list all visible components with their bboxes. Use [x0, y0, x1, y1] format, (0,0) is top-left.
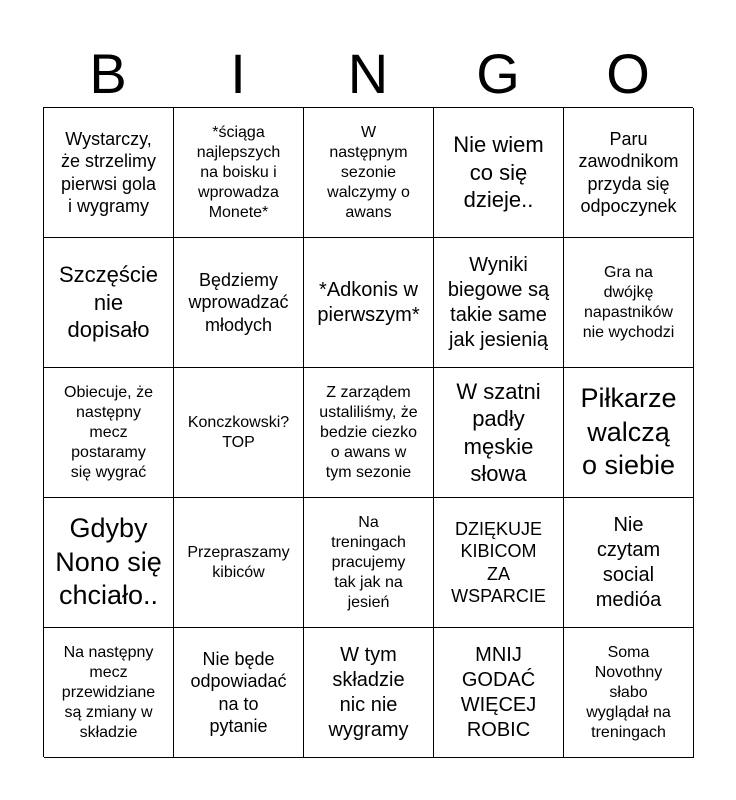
bingo-cell-text: MNIJ GODAĆ WIĘCEJ ROBIC	[460, 643, 537, 741]
bingo-cell-text: W tym składzie nic nie wygramy	[328, 643, 409, 741]
bingo-cell-text: Z zarządem ustaliliśmy, że bedzie ciezko o awans w tym sezonie	[319, 383, 418, 481]
bingo-cell-r5-c3[interactable]	[304, 628, 434, 758]
bingo-grid	[43, 107, 693, 757]
bingo-cell-text: *ściąga najlepszych na boisku i wprowadza Monete*	[196, 123, 281, 221]
bingo-cell-r2-c5[interactable]	[564, 238, 694, 368]
bingo-cell-text: Piłkarze walczą o siebie	[580, 382, 677, 481]
bingo-cell-text: Gra na dwójkę napastników nie wychodzi	[582, 263, 675, 341]
bingo-cell-text: Na treningach pracujemy tak jak na jesień	[331, 513, 406, 611]
bingo-header	[43, 40, 693, 108]
bingo-cell-r1-c4[interactable]	[434, 108, 564, 238]
bingo-cell-text: Nie będe odpowiadać na to pytanie	[190, 648, 287, 736]
bingo-cell-text: Paru zawodnikom przyda się odpoczynek	[578, 128, 679, 216]
header-letter-i: I	[230, 42, 246, 105]
bingo-cell-text: Będziemy wprowadzać młodych	[188, 269, 289, 335]
bingo-cell-r3-c4[interactable]	[434, 368, 564, 498]
header-letter-b: B	[89, 42, 127, 105]
bingo-cell-text: Wyniki biegowe są takie same jak jesienią	[447, 253, 550, 351]
bingo-cell-r5-c5[interactable]	[564, 628, 694, 758]
bingo-cell-text: DZIĘKUJE KIBICOM ZA WSPARCIE	[451, 518, 546, 606]
bingo-cell-r2-c3[interactable]	[304, 238, 434, 368]
bingo-cell-text: W szatni padły męskie słowa	[456, 378, 541, 486]
bingo-cell-r4-c1[interactable]	[44, 498, 174, 628]
bingo-cell-r1-c3[interactable]	[304, 108, 434, 238]
bingo-cell-text: Soma Novothny słabo wyglądał na treningach	[586, 643, 671, 741]
bingo-cell-text: Przepraszamy kibiców	[187, 543, 290, 581]
header-letter-g: G	[476, 42, 520, 105]
bingo-cell-r1-c5[interactable]	[564, 108, 694, 238]
bingo-cell-r1-c1[interactable]	[44, 108, 174, 238]
bingo-cell-r5-c2[interactable]	[174, 628, 304, 758]
bingo-cell-r1-c2[interactable]	[174, 108, 304, 238]
bingo-cell-r5-c1[interactable]	[44, 628, 174, 758]
bingo-cell-text: Gdyby Nono się chciało..	[55, 512, 162, 611]
bingo-cell-r3-c2[interactable]	[174, 368, 304, 498]
bingo-cell-text: Nie czytam social medióa	[595, 513, 662, 611]
bingo-cell-text: Obiecuje, że następny mecz postaramy się wygrać	[64, 383, 153, 481]
bingo-cell-text: Szczęście nie dopisało	[58, 262, 159, 343]
bingo-cell-r4-c3[interactable]	[304, 498, 434, 628]
bingo-cell-text: *Adkonis w pierwszym*	[317, 278, 420, 326]
bingo-cell-r3-c1[interactable]	[44, 368, 174, 498]
bingo-cell-r5-c4[interactable]	[434, 628, 564, 758]
bingo-cell-r4-c4[interactable]	[434, 498, 564, 628]
bingo-cell-text: Konczkowski? TOP	[187, 413, 290, 451]
bingo-cell-r3-c3[interactable]	[304, 368, 434, 498]
bingo-cell-r2-c1[interactable]	[44, 238, 174, 368]
header-letter-n: N	[347, 42, 389, 105]
bingo-cell-text: Na następny mecz przewidziane są zmiany w składzie	[61, 643, 156, 741]
bingo-cell-r4-c5[interactable]	[564, 498, 694, 628]
header-letter-o: O	[606, 42, 650, 105]
bingo-cell-r4-c2[interactable]	[174, 498, 304, 628]
bingo-cell-text: Nie wiem co się dzieje..	[453, 132, 544, 213]
bingo-cell-text: Wystarczy, że strzelimy pierwsi gola i wygramy	[60, 128, 157, 216]
bingo-cell-r2-c4[interactable]	[434, 238, 564, 368]
bingo-cell-text: W następnym sezonie walczymy o awans	[327, 123, 410, 221]
bingo-cell-r3-c5[interactable]	[564, 368, 694, 498]
bingo-cell-r2-c2[interactable]	[174, 238, 304, 368]
